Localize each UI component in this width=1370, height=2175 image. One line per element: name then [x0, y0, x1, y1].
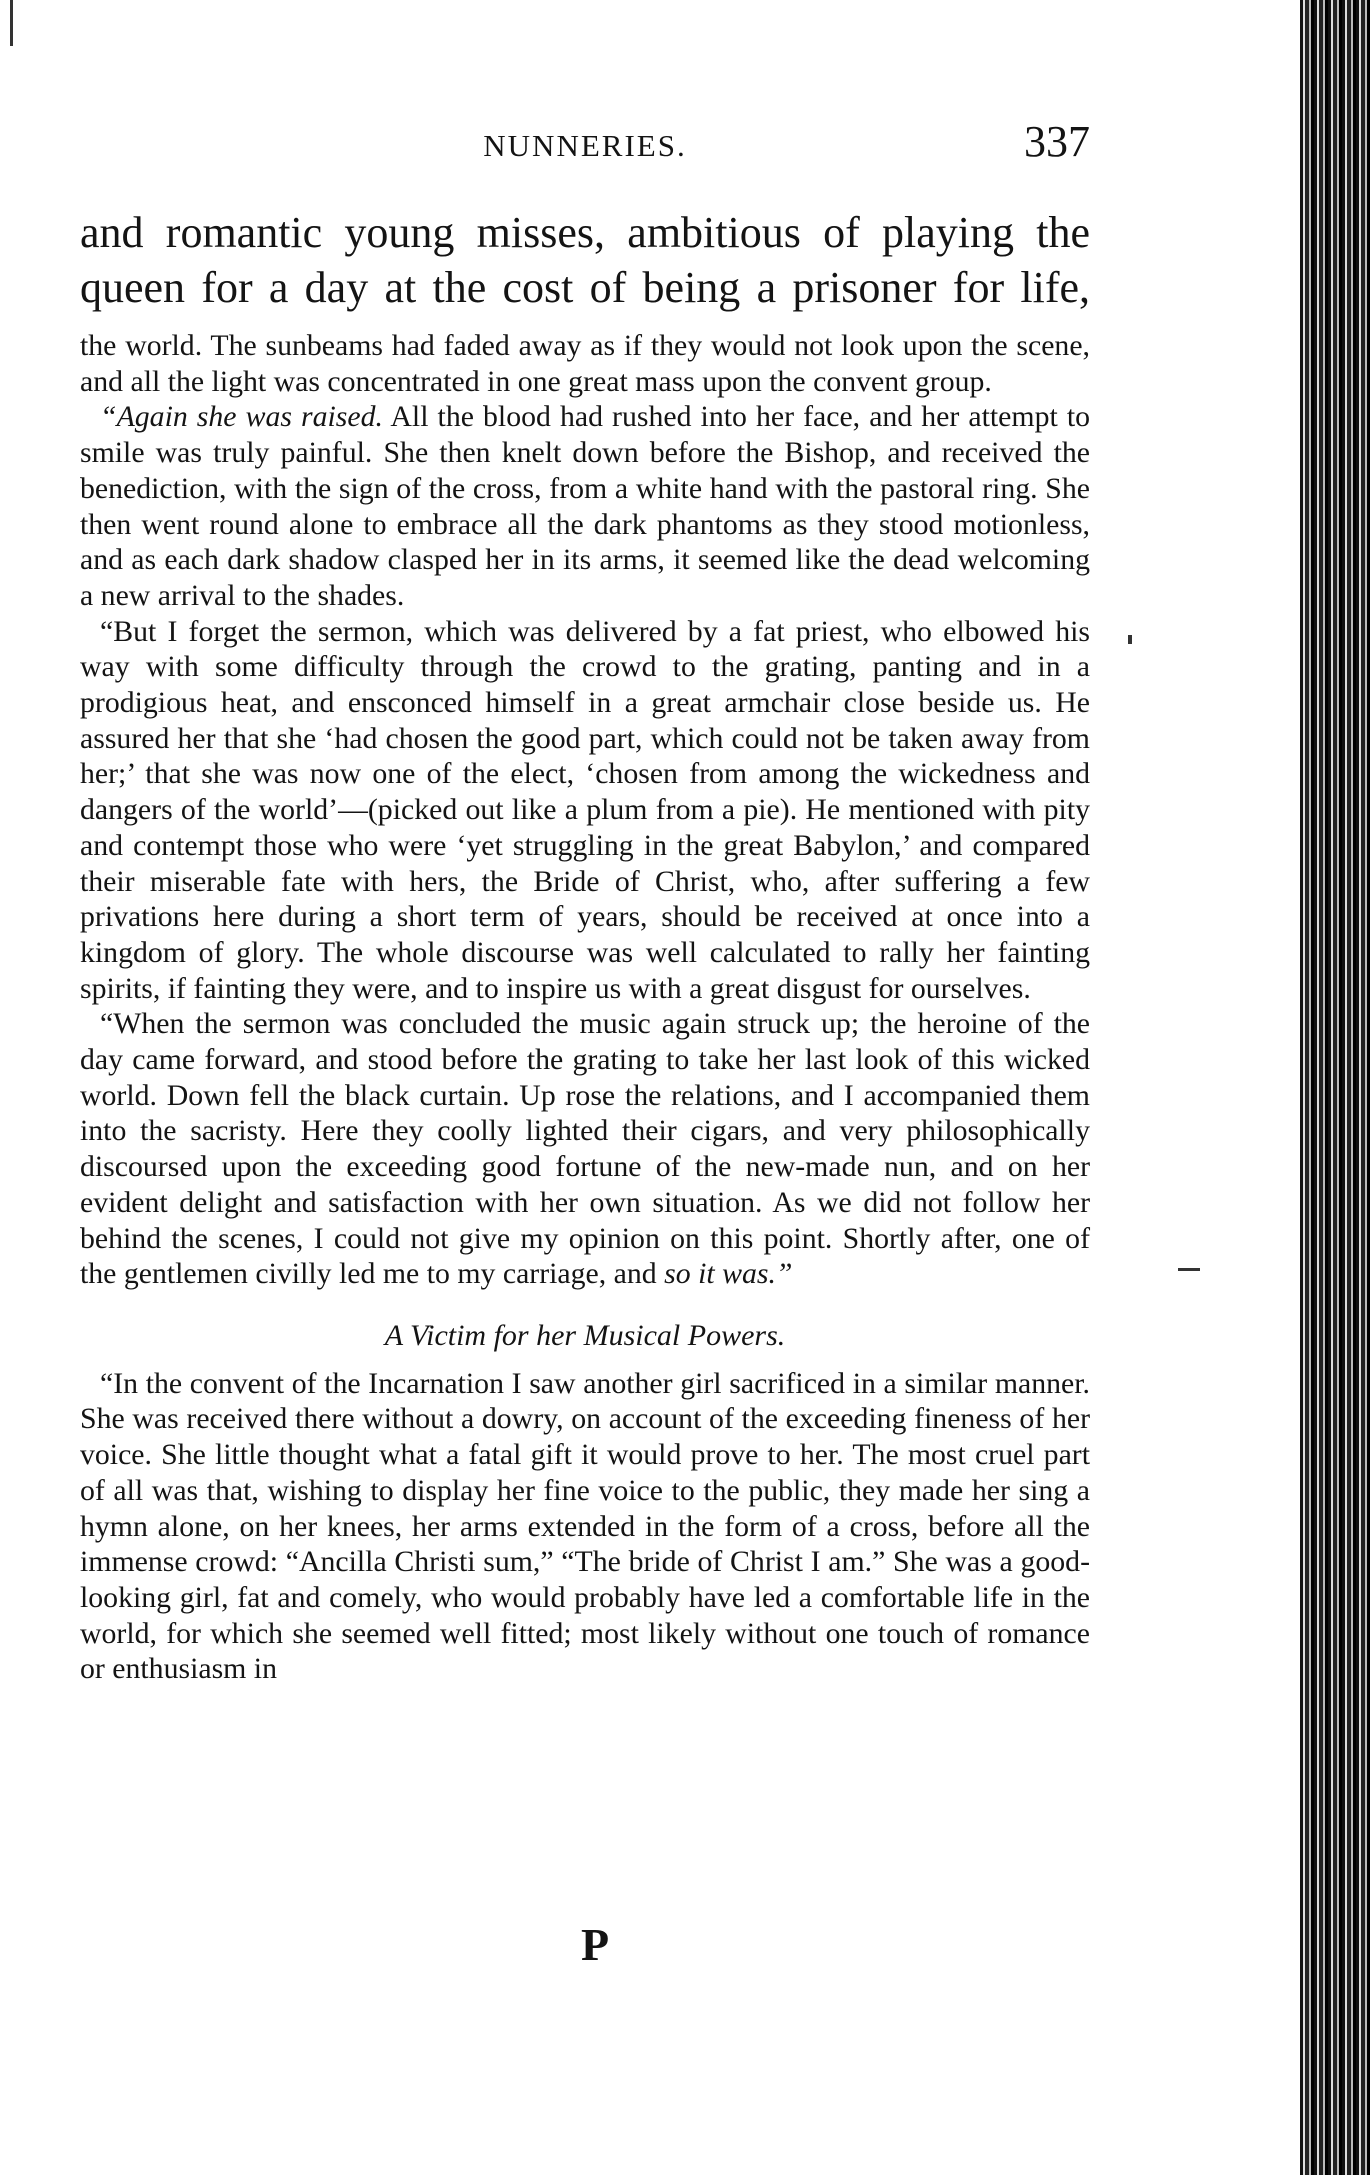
section-subheading: A Victim for her Musical Powers. — [384, 1318, 786, 1352]
scan-speck — [10, 0, 13, 46]
paragraph-3: “But I forget the sermon, which was delivered by a fat priest, who elbowed his way with some difficulty through the crowd to the grating, panting and in a prodigious heat, and ensconced himself in a great armchair close beside us. He assured her that she ‘had chosen the good part, which could not be taken away from her;’ that she was now one of the elect, ‘chosen from among the wickedness and dangers of the world’—(picked out like a plum from a pie). He mentioned with pity and contempt those who were ‘yet struggling in the great Babylon,’ and compared their miserable fate with hers, the Bride of Christ, who, after suffering a few privations here during a short term of years, should be received at once into a kingdom of glory. The whole discourse was well calculated to rally her fainting spirits, if fainting they were, and to inspire us with a great disgust for ourselves. — [80, 614, 1090, 1005]
scan-speck — [1178, 1268, 1200, 1271]
paragraph-2-text: All the blood had rushed into her face, and her attempt to smile was truly painful. She then knelt down before the Bishop, and received the benediction, with the sign of the cross, from a white hand with the pastoral ring. She then went round alone to embrace all the dark phantoms as they stood motionless, and as each dark shadow clasped her in its arms, it seemed like the dead welcoming a new arrival to the shades. — [80, 400, 1090, 612]
pasted-strip — [80, 205, 1090, 315]
page-number: 337 — [1024, 117, 1090, 166]
scanned-book-edge — [1300, 0, 1370, 2175]
paragraph-2-italic: “Again she was raised. — [100, 400, 383, 434]
signature-mark: P — [580, 1919, 610, 1970]
paragraph-2 — [80, 399, 1090, 613]
strip-line-2: queen for a day at the cost of being a prisoner for life, — [80, 263, 1090, 312]
running-head: NUNNERIES. — [483, 128, 687, 163]
strip-line-1: and romantic young misses, ambitious of playing the — [80, 208, 1090, 257]
page-header — [80, 116, 1090, 176]
paragraph-4-italic: so it was.” — [664, 1257, 793, 1291]
paragraph-4-text: “When the sermon was concluded the music again struck up; the heroine of the day came forward, and stood before the grating to take her last look of this wicked world. Down fell the black curtain. Up rose the relations, and I accompanied them into the sacristy. Here they coolly lighted their cigars, and very philosophically discoursed upon the exceeding good fortune of the new-made nun, and on her evident delight and satisfaction with her own situation. As we did not follow her behind the scenes, I could not give my opinion on this point. Shortly after, one of the gentlemen civilly led me to my carriage, and — [80, 1007, 1090, 1291]
paragraph-4 — [80, 1006, 1090, 1292]
paragraph-1: the world. The sunbeams had faded away as if they would not look upon the scene, and all the light was concentrated in one great mass upon the convent group. — [80, 329, 1090, 398]
scan-speck — [1128, 635, 1132, 644]
body-text — [80, 328, 1090, 1687]
paragraph-5: “In the convent of the Incarnation I saw another girl sacrificed in a similar manner. She was received there without a dowry, on account of the exceeding fineness of her voice. She little thought what a fatal gift it would prove to her. The most cruel part of all was that, wishing to display her fine voice to the public, they made her sing a hymn alone, on her knees, her arms extended in the form of a cross, before all the immense crowd: “Ancilla Christi sum,” “The bride of Christ I am.” She was a good-looking girl, fat and comely, who would probably have led a comfortable life in the world, for which she seemed well fitted; most likely without one touch of romance or enthusiasm in — [80, 1366, 1090, 1686]
